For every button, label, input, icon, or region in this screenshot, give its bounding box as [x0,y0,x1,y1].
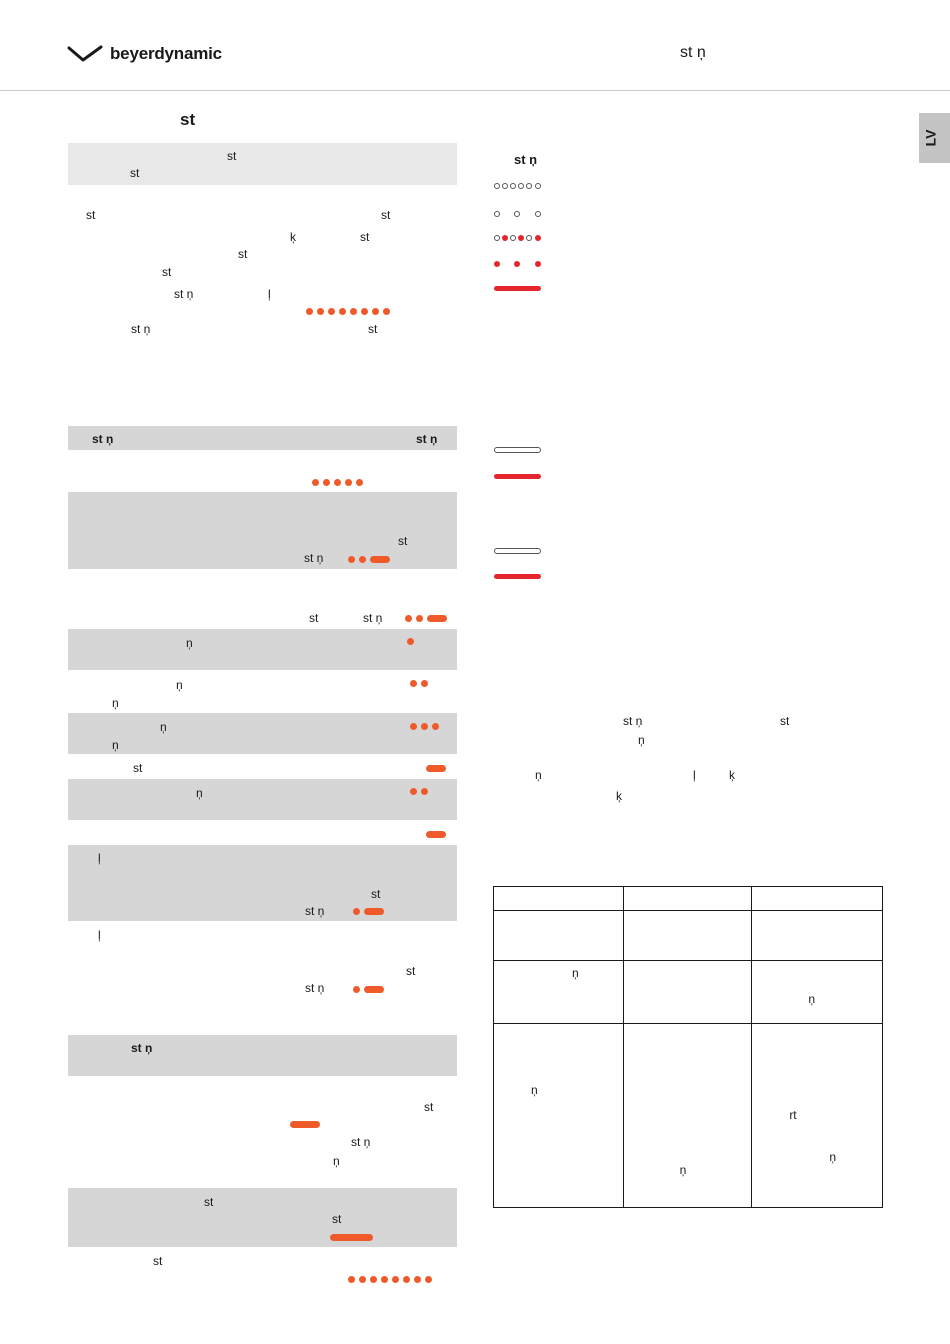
led-bar [364,908,384,915]
band-row1 [68,629,457,670]
band-e-text: st [204,1195,214,1209]
table-cell [494,887,624,911]
led-on-icon [514,261,520,267]
led-bar [290,1121,320,1128]
table-row [494,911,883,961]
spec-table [493,886,883,1208]
column-header-right: st ņ [416,432,438,446]
band-e [68,1188,457,1247]
led-dot [407,638,414,645]
led-bar-on-icon [494,574,541,579]
row3-text: ņ [112,738,119,752]
led-off-icon [535,211,541,217]
led-dot [403,1276,410,1283]
right-para-text: st ņ [623,714,643,728]
table-cell [752,911,883,961]
band-row3 [68,713,457,754]
table-cell [752,887,883,911]
row5-text: ņ [196,786,203,800]
column-header-left: st ņ [92,432,114,446]
para1-text: st [381,208,391,222]
led-dot [416,615,423,622]
led-dot [421,788,428,795]
led-dot [359,1276,366,1283]
led-dot [425,1276,432,1283]
para1-text: st [162,265,172,279]
band-a-text: st ņ [304,551,324,565]
led-off-icon [535,183,541,189]
para2-text: st ņ [351,1135,371,1149]
para3-text: st [153,1254,163,1268]
led-dot [323,479,330,486]
led-dot [361,308,368,315]
row4-text: st [133,761,143,775]
led-dot [356,479,363,486]
table-cell-text: ņ [531,1083,538,1097]
led-dot [414,1276,421,1283]
intro-text-2: st [130,166,140,180]
band-c [68,845,457,921]
right-para-text: ļ [693,768,696,782]
led-dot [410,723,417,730]
table-cell-text: ņ [679,1163,687,1177]
table-cell [752,961,883,1024]
led-on-icon [535,261,541,267]
row2-text: ņ [112,696,119,710]
block-d-text: ļ [98,928,101,942]
table-cell [494,961,624,1024]
right-para-text: st [780,714,790,728]
led-dot [383,308,390,315]
band-row5 [68,779,457,820]
led-bar-off-icon [494,548,541,554]
led-dot [306,308,313,315]
led-off-icon [518,183,524,189]
band-c-text: st [371,887,381,901]
band-c-text: ļ [98,851,101,865]
led-dot [381,1276,388,1283]
table-cell [623,961,752,1024]
led-dot [348,1276,355,1283]
table-row [494,1024,883,1208]
table-header-band [68,426,457,450]
led-off-icon [494,211,500,217]
led-off-icon [526,235,532,241]
table-cell [494,1024,624,1208]
para1-text: st ņ [174,287,194,301]
legend-title: st ņ [514,152,538,167]
led-dot [339,308,346,315]
table-row [494,887,883,911]
led-bar-on-icon [494,474,541,479]
para1-text: st [360,230,370,244]
led-on-icon [502,235,508,241]
table-cell [623,911,752,961]
block-d-text: st [406,964,416,978]
block-d-text: st ņ [305,981,325,995]
led-off-icon [510,183,516,189]
led-bar-off-icon [494,447,541,453]
para1-text: st [238,247,248,261]
led-off-icon [494,235,500,241]
led-bar [426,831,446,838]
row1-text: ņ [186,636,193,650]
band-c-text: st ņ [305,904,325,918]
para1-text: st [368,322,378,336]
led-dot [392,1276,399,1283]
led-dot [353,908,360,915]
led-dot [405,615,412,622]
table-cell [494,911,624,961]
led-bar [330,1234,373,1241]
section-heading: st [180,110,196,129]
led-dot [348,556,355,563]
table-cell-text: ņ [829,1150,836,1164]
para2-text: ņ [333,1154,340,1168]
row2-text: ņ [176,678,183,692]
led-bar [364,986,384,993]
table-cell [623,1024,752,1208]
led-dot [353,986,360,993]
led-on-icon [518,235,524,241]
led-dot [410,680,417,687]
intro-box [68,143,457,185]
para1-text: st [86,208,96,222]
section2-band [68,1035,457,1076]
brand-logo [67,42,237,66]
led-on-icon [535,235,541,241]
led-dot [359,556,366,563]
band-a [68,492,457,569]
table-cell-text: rt [789,1108,797,1122]
led-dot [421,723,428,730]
para1-text: st ņ [131,322,151,336]
right-para-text: ķ [616,789,622,803]
para2-text: st [424,1100,434,1114]
language-tab[interactable] [919,113,950,163]
right-para-text: ņ [638,733,645,747]
led-dot [370,1276,377,1283]
led-dot [317,308,324,315]
led-dot [421,680,428,687]
led-bar [370,556,390,563]
page-title: st ņ [680,44,706,61]
led-bar-on-icon [494,286,541,291]
led-dot [345,479,352,486]
led-bar [426,765,446,772]
led-dot [328,308,335,315]
table-cell-text: ņ [572,966,579,980]
section2-heading: st ņ [131,1041,153,1055]
band-a-text: st [398,534,408,548]
para1-text: ķ [290,230,296,244]
brand-name: beyerdynamic [110,44,222,63]
led-off-icon [526,183,532,189]
led-bar [427,615,447,622]
band-e-text: st [332,1212,342,1226]
right-para-text: ņ [535,768,542,782]
intro-text-1: st [227,149,237,163]
led-off-icon [494,183,500,189]
led-dot [350,308,357,315]
language-tab-label: LV [922,129,939,147]
beyerdynamic-chevron-icon [67,44,103,64]
header-divider [0,90,950,91]
table-cell [623,887,752,911]
led-dot [312,479,319,486]
led-off-icon [510,235,516,241]
table-cell-text: ņ [808,992,815,1006]
table-cell [752,1024,883,1208]
table-row [494,961,883,1024]
led-on-icon [494,261,500,267]
led-off-icon [502,183,508,189]
led-dot [334,479,341,486]
led-dot [372,308,379,315]
row3-text: ņ [160,720,167,734]
row-b-text: st [309,611,319,625]
led-dot [410,788,417,795]
right-para-text: ķ [729,768,735,782]
led-off-icon [514,211,520,217]
row-b-text: st ņ [363,611,383,625]
para1-text: ļ [268,287,271,301]
led-dot [432,723,439,730]
